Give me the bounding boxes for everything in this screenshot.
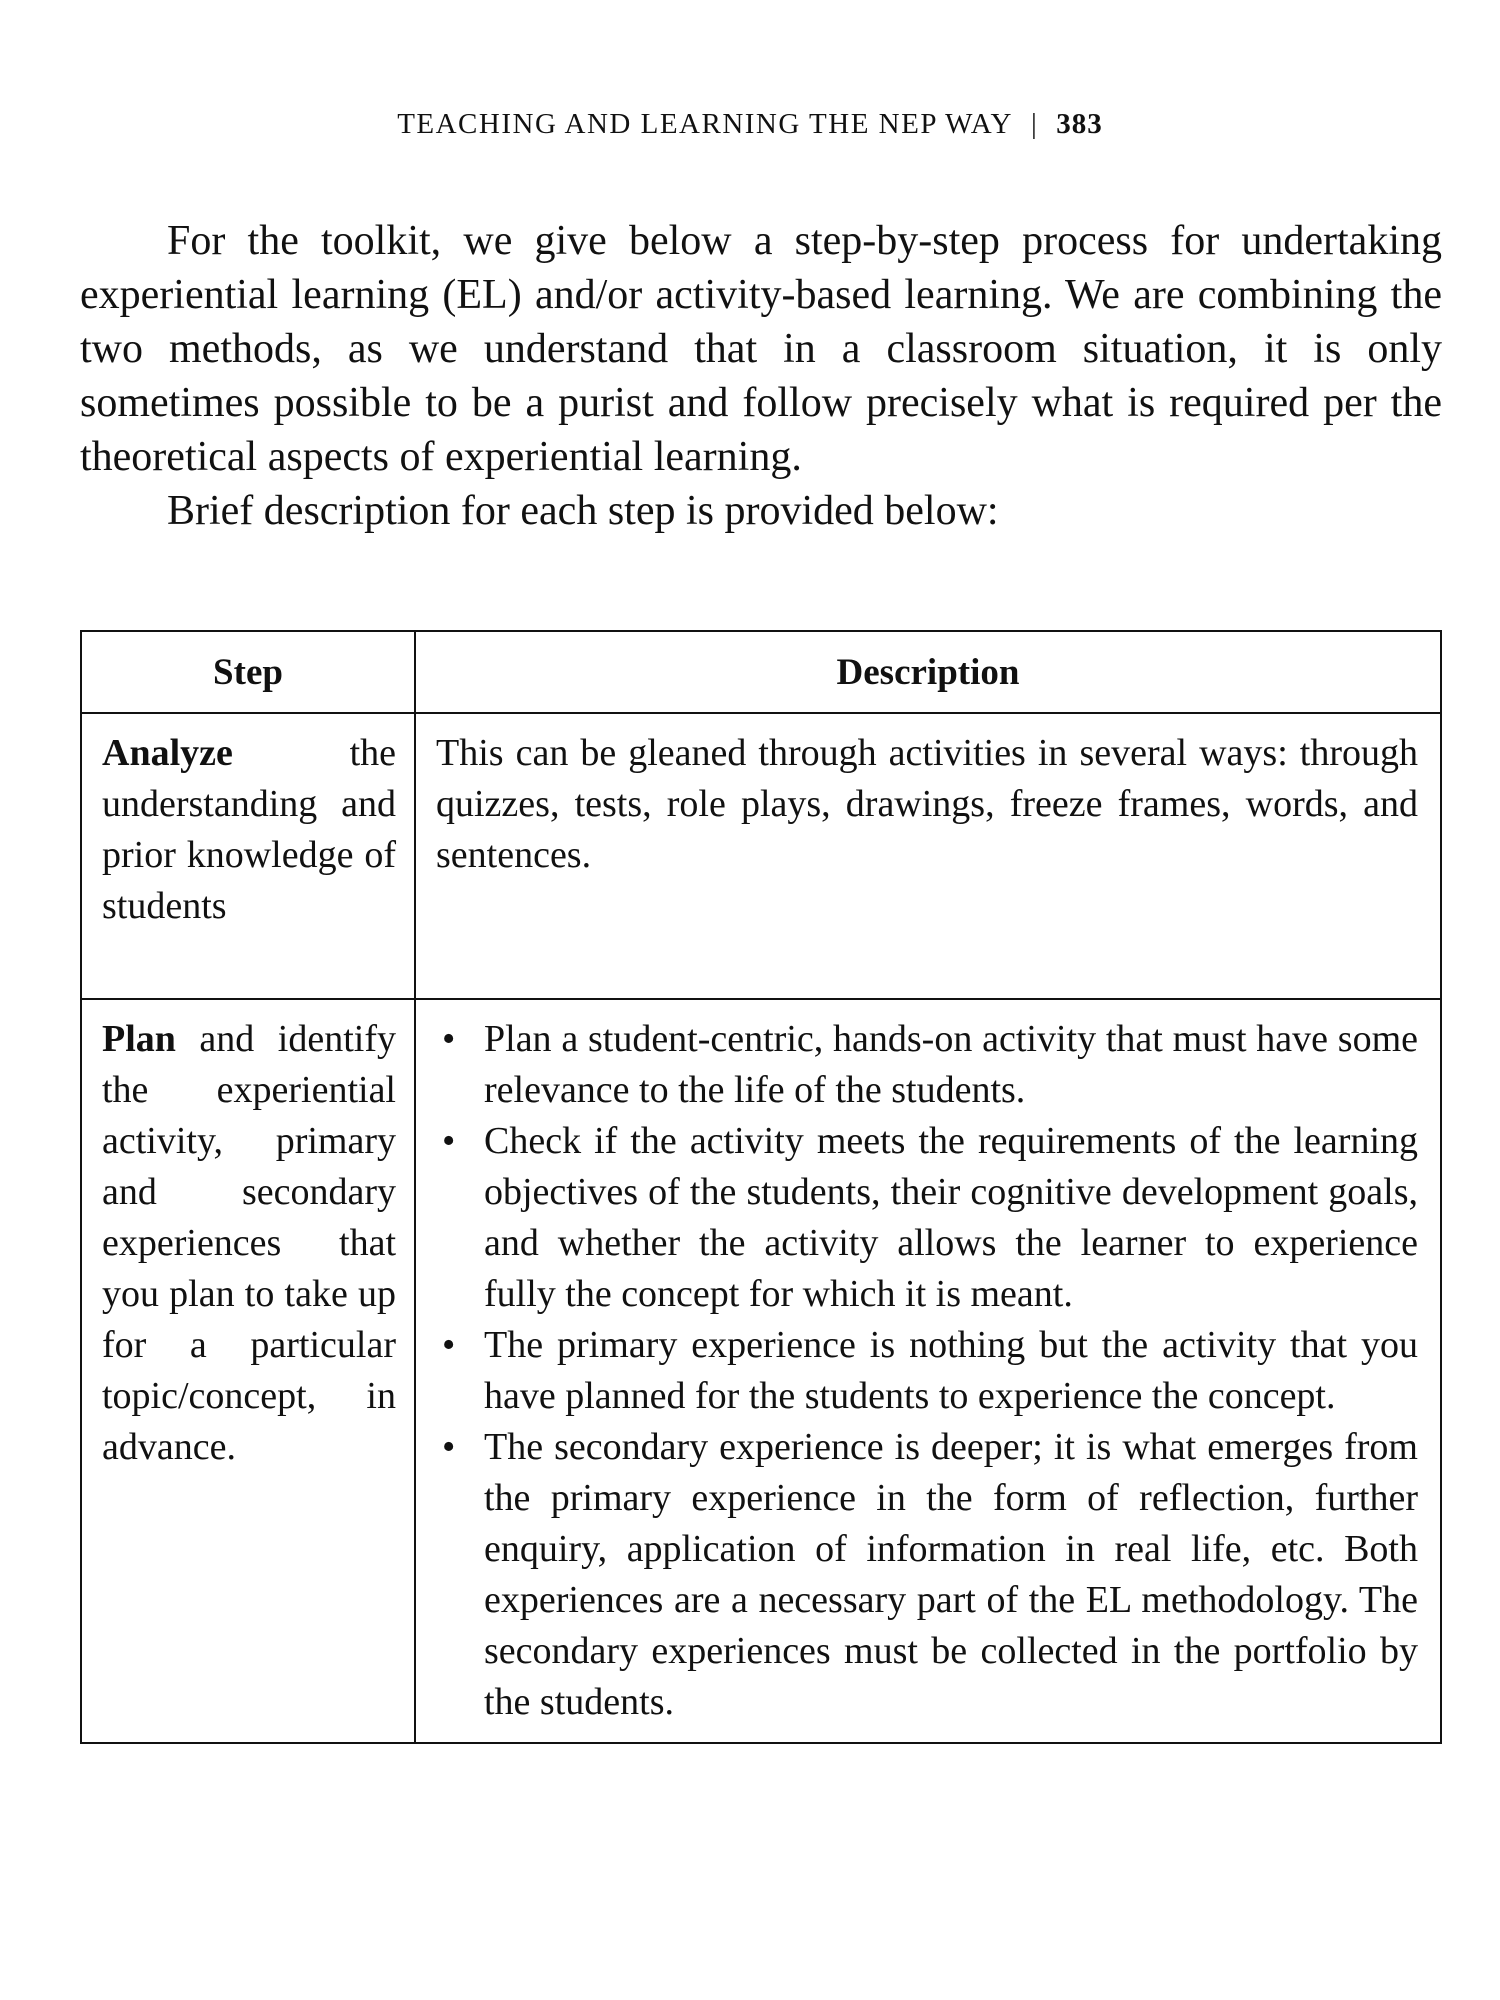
body-text: [80, 214, 1442, 538]
list-item: [436, 1422, 1418, 1728]
page-number: 383: [1056, 108, 1103, 140]
table-row: [81, 999, 1441, 1743]
bullet-icon: •: [442, 1120, 456, 1162]
list-item: [436, 1116, 1418, 1320]
description-bullet-list: [436, 1014, 1418, 1728]
bullet-icon: •: [442, 1426, 456, 1468]
list-item: [436, 1320, 1418, 1422]
list-item: [436, 1014, 1418, 1116]
list-item-text: Check if the activity meets the requirements of the learning objectives of the students, their cognitive development goals, and whether the activity allows the learner to experience fully the concept for which it is meant.: [484, 1120, 1418, 1315]
table-header-row: [81, 631, 1441, 713]
step-keyword: Analyze: [102, 732, 233, 774]
list-item-text: Plan a student-centric, hands-on activity that must have some relevance to the life of the students.: [484, 1018, 1418, 1111]
description-cell: This can be gleaned through activities in several ways: through quizzes, tests, role plays, drawings, freeze frames, words, and sentences.: [415, 713, 1441, 999]
step-text: the understanding and prior knowledge of students: [102, 732, 396, 927]
description-column-header: Description: [415, 631, 1441, 713]
description-cell: [415, 999, 1441, 1743]
header-separator: |: [1030, 108, 1039, 140]
running-head: [0, 108, 1500, 141]
bullet-icon: •: [442, 1324, 456, 1366]
table-row: [81, 713, 1441, 999]
step-text: and identify the experiential activity, primary and secondary experiences that you plan to take up for a particular topic/concept, in advance.: [102, 1018, 396, 1468]
table-intro-paragraph: Brief description for each step is provided below:: [167, 488, 999, 534]
bullet-icon: •: [442, 1018, 456, 1060]
step-keyword: Plan: [102, 1018, 176, 1060]
steps-table: [80, 630, 1442, 1744]
step-column-header: Step: [81, 631, 415, 713]
intro-paragraph: For the toolkit, we give below a step-by-step process for undertaking experiential learning (EL) and/or activity-based learning. We are combining the two methods, as we understand that in a classroom situation, it is only sometimes possible to be a purist and follow precisely what is required per the theoretical aspects of experiential learning.: [80, 218, 1442, 480]
list-item-text: The secondary experience is deeper; it is what emerges from the primary experience in the form of reflection, further enquiry, application of information in real life, etc. Both experiences are a necessary part of the EL methodology. The secondary experiences must be collected in the portfolio by the students.: [484, 1426, 1418, 1723]
step-cell: [81, 999, 415, 1743]
running-title: TEACHING AND LEARNING THE NEP WAY: [397, 108, 1013, 140]
list-item-text: The primary experience is nothing but the activity that you have planned for the students to experience the concept.: [484, 1324, 1418, 1417]
step-cell: [81, 713, 415, 999]
